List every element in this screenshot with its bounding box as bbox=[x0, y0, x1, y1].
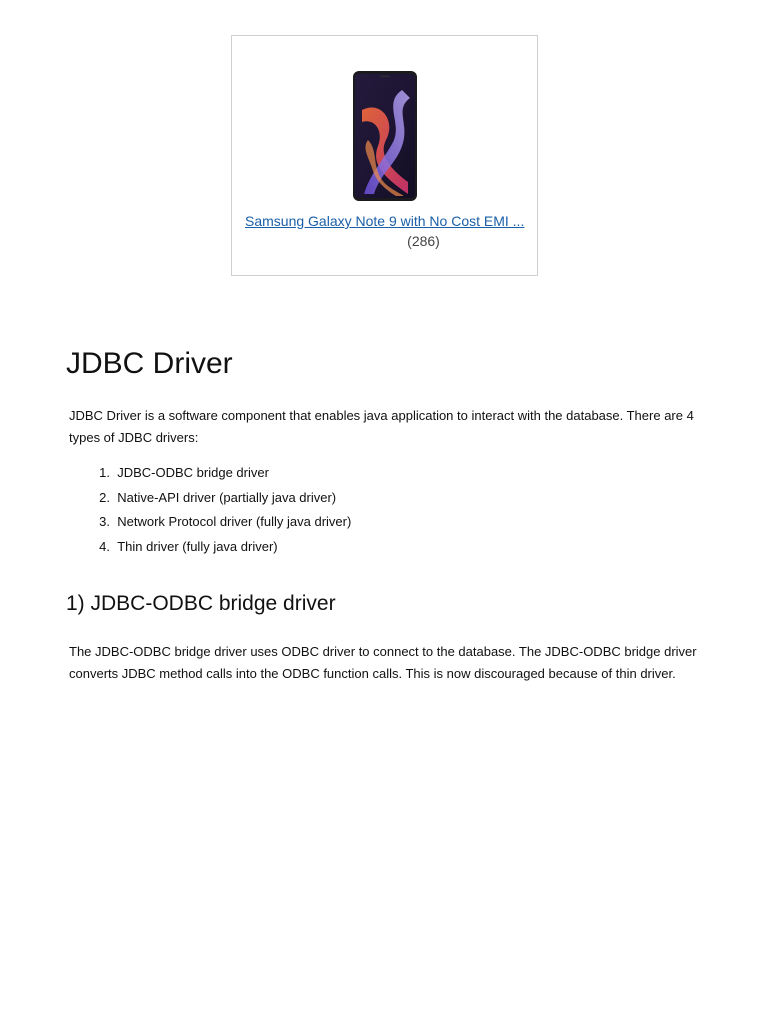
list-item-label: Native-API driver (partially java driver) bbox=[117, 489, 337, 505]
list-item-number: 3. bbox=[99, 514, 110, 529]
intro-paragraph: JDBC Driver is a software component that enables java application to interact with the database. There are 4 types of JDBC drivers: bbox=[69, 408, 694, 445]
section-heading: 1) JDBC-ODBC bridge driver bbox=[66, 592, 336, 615]
list-item bbox=[69, 510, 351, 535]
product-link[interactable]: Samsung Galaxy Note 9 with No Cost EMI ... bbox=[245, 213, 525, 229]
list-item-number: 2. bbox=[99, 489, 110, 505]
list-item-number: 4. bbox=[99, 538, 110, 554]
list-item bbox=[69, 461, 351, 486]
list-item bbox=[69, 535, 351, 560]
list-item-label: JDBC-ODBC bridge driver bbox=[117, 465, 269, 480]
list-item-number: 1. bbox=[99, 465, 110, 480]
smartphone-product-image[interactable] bbox=[352, 70, 418, 202]
section-paragraph: The JDBC-ODBC bridge driver uses ODBC driver to connect to the database. The JDBC-ODBC bridge driver converts JDBC method calls into the ODBC function calls. This is now discouraged because of thin driver. bbox=[69, 644, 697, 681]
list-item bbox=[69, 486, 351, 511]
rating-count: (286) bbox=[407, 233, 440, 249]
list-item-label: Network Protocol driver (fully java driver) bbox=[117, 514, 352, 529]
page-title: JDBC Driver bbox=[66, 347, 233, 380]
driver-types-list bbox=[69, 461, 351, 559]
list-item-label: Thin driver (fully java driver) bbox=[117, 538, 278, 554]
ad-card[interactable] bbox=[231, 35, 538, 276]
